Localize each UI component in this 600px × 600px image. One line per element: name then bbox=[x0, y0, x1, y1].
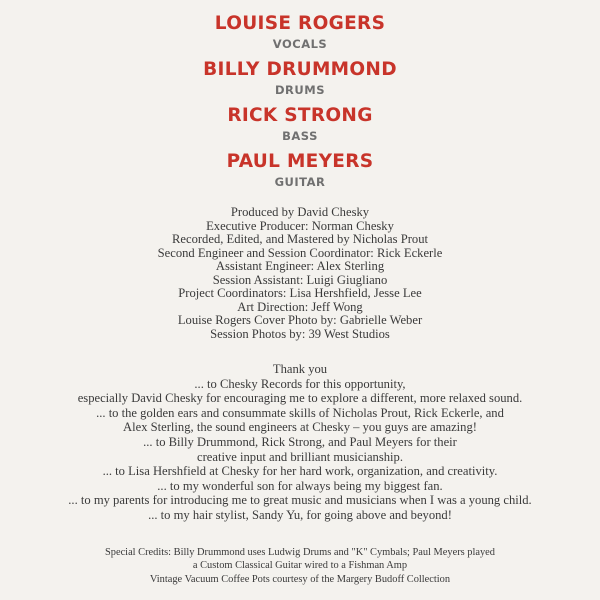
musician-entry bbox=[0, 150, 600, 196]
thank-you-line: Alex Sterling, the sound engineers at Chesky – you guys are amazing! bbox=[123, 420, 477, 435]
musician-role: GUITAR bbox=[274, 175, 326, 189]
thank-you-line: ... to my parents for introducing me to great music and musicians when I was a young child. bbox=[68, 493, 532, 508]
musician-entry bbox=[0, 12, 600, 58]
credit-line: Louise Rogers Cover Photo by: Gabrielle Weber bbox=[177, 313, 423, 327]
thank-you-line: ... to Chesky Records for this opportunity, bbox=[194, 376, 406, 391]
credit-line: Art Direction: Jeff Wong bbox=[237, 299, 363, 314]
special-credit-line: Vintage Vacuum Coffee Pots courtesy of the Margery Budoff Collection bbox=[149, 573, 451, 585]
credit-line: Second Engineer and Session Coordinator: Rick Eckerle bbox=[157, 245, 443, 260]
credit-line: Executive Producer: Norman Chesky bbox=[206, 218, 394, 233]
musician-name: RICK STRONG bbox=[227, 105, 373, 126]
special-credit-line: a Custom Classical Guitar wired to a Fishman Amp bbox=[192, 560, 408, 572]
thank-you-line: ... to Billy Drummond, Rick Strong, and Paul Meyers for their bbox=[143, 434, 457, 449]
thank-you-line: ... to my hair stylist, Sandy Yu, for going above and beyond! bbox=[148, 507, 452, 522]
musician-role: VOCALS bbox=[272, 37, 328, 51]
credit-line: Assistant Engineer: Alex Sterling bbox=[215, 259, 385, 273]
thank-you-line: ... to Lisa Hershfield at Chesky for her hard work, organization, and creativity. bbox=[102, 464, 498, 479]
credit-line: Produced by David Chesky bbox=[230, 205, 370, 219]
credit-line: Project Coordinators: Lisa Hershfield, Jesse Lee bbox=[178, 286, 422, 300]
musician-name: LOUISE ROGERS bbox=[214, 13, 386, 34]
thank-you-line: ... to my wonderful son for always being my biggest fan. bbox=[157, 478, 443, 493]
credit-line: Recorded, Edited, and Mastered by Nicholas Prout bbox=[171, 232, 428, 246]
credit-line: Session Photos by: 39 West Studios bbox=[210, 326, 390, 341]
special-credits bbox=[0, 546, 600, 586]
special-credit-line: Special Credits: Billy Drummond uses Ludwig Drums and "K" Cymbals; Paul Meyers played bbox=[104, 547, 495, 558]
musician-entry bbox=[0, 58, 600, 104]
thank-you-heading: Thank you bbox=[272, 362, 328, 376]
musician-list bbox=[0, 12, 600, 196]
musician-role: BASS bbox=[282, 129, 318, 143]
musician-name: BILLY DRUMMOND bbox=[203, 59, 397, 80]
musician-role: DRUMS bbox=[275, 83, 325, 97]
credit-line: Session Assistant: Luigi Giugliano bbox=[212, 272, 388, 287]
thank-you-line: especially David Chesky for encouraging me to explore a different, more relaxed sound. bbox=[77, 391, 523, 406]
thank-you-section bbox=[0, 362, 600, 523]
musician-name: PAUL MEYERS bbox=[226, 151, 374, 172]
musician-entry bbox=[0, 104, 600, 150]
thank-you-line: ... to the golden ears and consummate skills of Nicholas Prout, Rick Eckerle, and bbox=[96, 405, 504, 420]
thank-you-line: creative input and brilliant musicianship. bbox=[197, 449, 403, 464]
production-credits bbox=[0, 206, 600, 341]
